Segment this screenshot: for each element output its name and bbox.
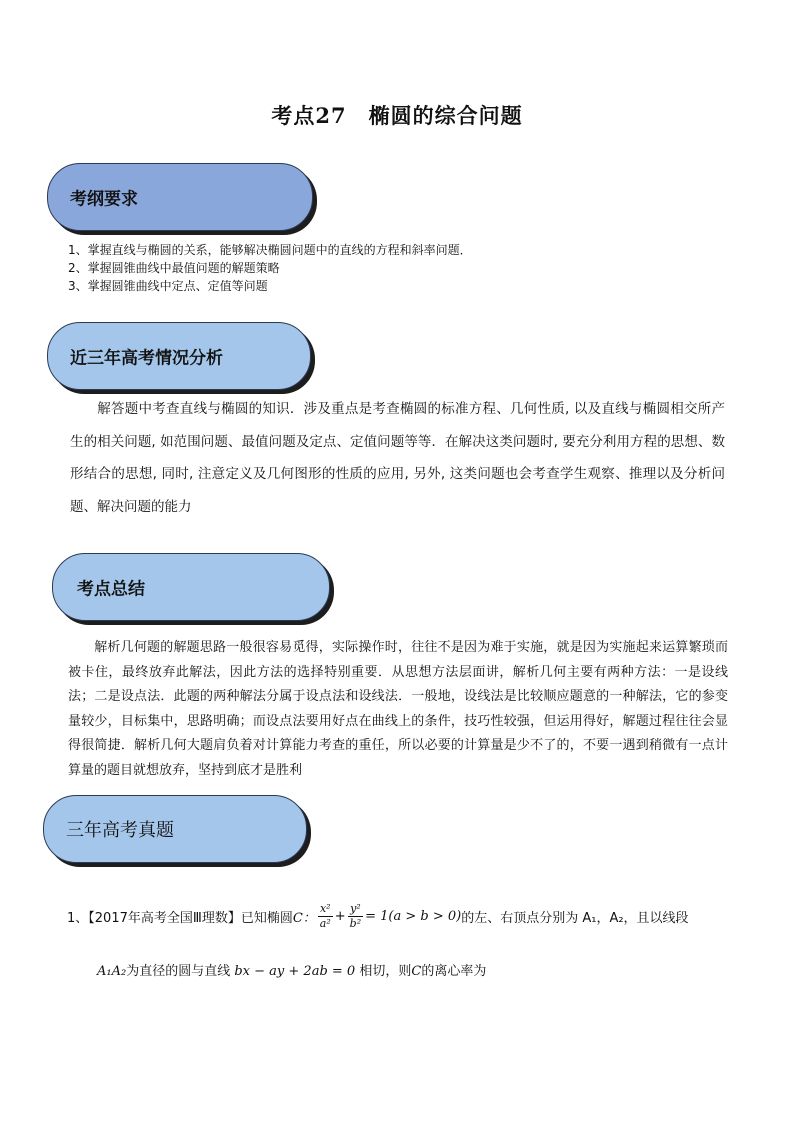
fraction-y: [348, 902, 363, 931]
ellipse-name: C: [411, 964, 422, 979]
list-item: 3、掌握圆锥曲线中定点、定值等问题: [68, 279, 268, 293]
segment-label: A₁A₂: [97, 964, 127, 979]
section-header-exam-questions: [43, 795, 307, 863]
question-1-line-1: [67, 902, 689, 931]
fraction-denominator: b²: [349, 917, 362, 930]
section-header-summary: [52, 553, 330, 621]
equation-rest: = 1(a > b > 0): [365, 909, 462, 924]
section-header-requirements: [47, 163, 313, 231]
plus-sign: +: [334, 909, 346, 924]
requirements-list: [68, 241, 472, 295]
analysis-paragraph: [70, 393, 725, 523]
question-text: 相切，则: [359, 964, 412, 979]
section-header-analysis: [47, 322, 311, 390]
fraction-numerator: x²: [319, 902, 331, 915]
summary-text: 解析几何题的解题思路一般很容易觅得，实际操作时，往往不是因为难于实施，就是因为实施起来运算繁琐而被卡住，最终放弃此解法，因此方法的选择特别重要．从思想方法层面讲，解析几何主要有两种方法：一是设线法；二是设点法．此题的两种解法分属于设点法和设线法．一般地，设线法是比较顺应题意的一种解法，它的参变量较少，目标集中，思路明确；而设点法要用好点在曲线上的条件，技巧性较强，但运用得好，解题过程往往会显得很简捷．解析几何大题肩负着对计算能力考查的重任，所以必要的计算量是少不了的，不要一遇到稍微有一点计算量的题目就想放弃，坚持到底才是胜利: [68, 640, 728, 778]
analysis-text: 解答题中考查直线与椭圆的知识．涉及重点是考查椭圆的标准方程、几何性质, 以及直线与椭圆相交所产生的相关问题, 如范围问题、最值问题及定点、定值问题等等．在解决这类问题时, 要充分利用方程的思想、数形结合的思想, 同时, 注意定义及几何图形的性质的应用, 另外, 这类问题也会考查学生观察、推理以及分析问题、解决问题的能力: [70, 401, 725, 515]
section-label: 近三年高考情况分析: [70, 348, 223, 369]
page-title: 考点27 椭圆的综合问题: [271, 103, 523, 128]
section-label: 三年高考真题: [66, 820, 174, 841]
section-label: 考点总结: [77, 579, 145, 600]
question-text: 为直径的圆与直线: [126, 964, 231, 979]
section-label: 考纲要求: [70, 189, 138, 210]
question-prefix: 1、【2017年高考全国Ⅲ理数】已知椭圆: [67, 911, 293, 926]
fraction-denominator: a²: [319, 917, 331, 930]
ellipse-label: C：: [292, 911, 316, 926]
fraction-x: [318, 902, 333, 931]
list-item: 2、掌握圆锥曲线中最值问题的解题策略: [68, 261, 280, 275]
question-text: 的离心率为: [421, 964, 487, 979]
summary-paragraph: [68, 636, 728, 783]
question-1-line-2: [97, 960, 486, 979]
question-suffix: 的左、右顶点分别为 A₁，A₂，且以线段: [461, 911, 689, 926]
fraction-numerator: y²: [350, 902, 361, 915]
line-equation: bx − ay + 2ab = 0: [234, 964, 356, 979]
list-item: 1、掌握直线与椭圆的关系，能够解决椭圆问题中的直线的方程和斜率问题．: [68, 243, 472, 257]
